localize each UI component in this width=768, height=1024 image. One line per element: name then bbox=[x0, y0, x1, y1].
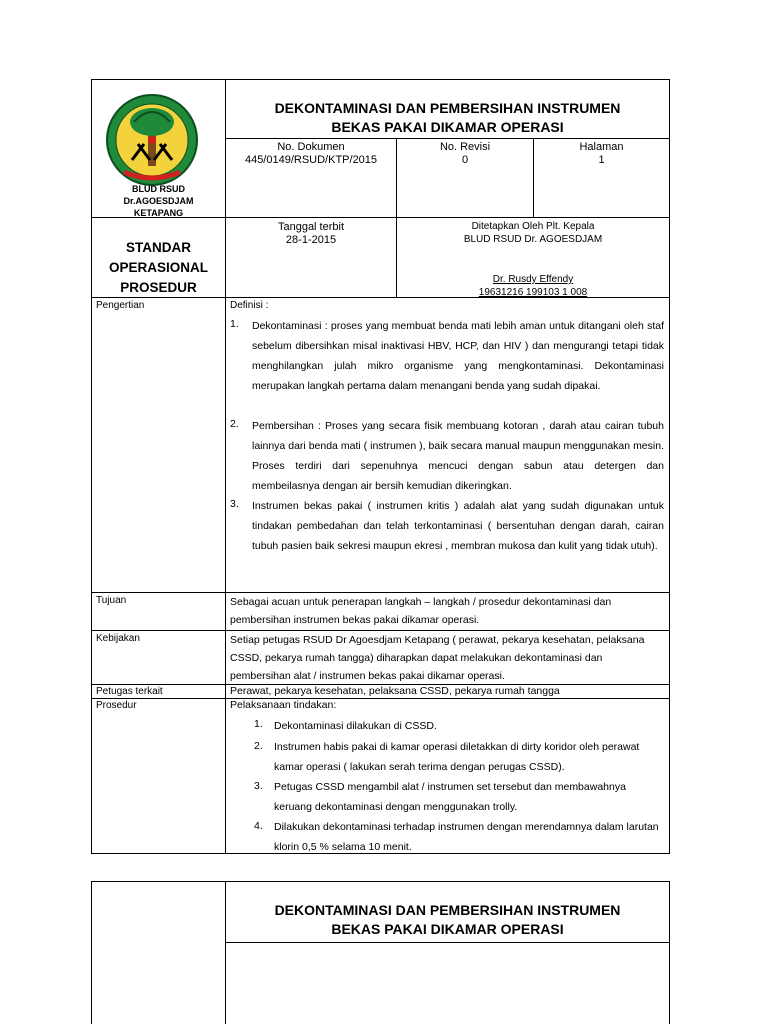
revision-label: No. Revisi bbox=[439, 141, 491, 153]
signer-name: Dr. Rusdy Effendy bbox=[492, 274, 574, 285]
issue-date-cell bbox=[226, 221, 396, 247]
pengertian-num-2: 2. bbox=[230, 418, 239, 430]
prosedur-num-3: 3. bbox=[254, 780, 263, 792]
row-label-prosedur: Prosedur bbox=[96, 700, 137, 711]
org-line-1: BLUD RSUD bbox=[132, 184, 185, 194]
table-border-top bbox=[91, 79, 670, 80]
page2-document-title bbox=[226, 901, 669, 939]
pengertian-num-3: 3. bbox=[230, 498, 239, 510]
page2-border-left bbox=[91, 881, 92, 1024]
pengertian-item-2: Pembersihan : Proses yang secara fisik membuang kotoran , darah atau cairan tubuh lainnya dari benda mati ( instrumen ), baik secara manual maupun menggunakan mesin. Proses terdiri dari sepenuhnya mencuci dengan sabun atau detergen dan membeilasnya dengan air bersih kemudian dikeringkan. bbox=[252, 420, 664, 492]
tujuan-text: Sebagai acuan untuk penerapan langkah – langkah / prosedur dekontaminasi dan pembersihan instrumen bekas pakai dikamar operasi. bbox=[230, 596, 612, 626]
header-divider-title bbox=[225, 138, 670, 139]
approved-by-line-1: Ditetapkan Oleh Plt. Kepala bbox=[471, 221, 595, 232]
org-name bbox=[92, 183, 225, 219]
page-label: Halaman bbox=[579, 141, 624, 153]
org-line-2: Dr.AGOESDJAM bbox=[123, 196, 194, 206]
doc-number-label: No. Dokumen bbox=[277, 141, 345, 153]
page-value: 1 bbox=[598, 154, 605, 166]
org-line-3: KETAPANG bbox=[133, 208, 184, 218]
signer-nip: 19631216 199103 1 008 bbox=[478, 287, 588, 298]
sop-title-line-1: STANDAR bbox=[126, 240, 191, 255]
logo-emblem-icon bbox=[104, 92, 200, 188]
column-divider bbox=[225, 79, 226, 854]
sop-title-line-3: PROSEDUR bbox=[120, 280, 197, 295]
doc-number-value: 445/0149/RSUD/KTP/2015 bbox=[244, 154, 378, 166]
document-title bbox=[226, 99, 669, 137]
page2-title-line-2: BEKAS PAKAI DIKAMAR OPERASI bbox=[331, 921, 564, 937]
prosedur-num-2: 2. bbox=[254, 740, 263, 752]
prosedur-item-1: Dekontaminasi dilakukan di CSSD. bbox=[274, 720, 437, 732]
row-label-kebijakan: Kebijakan bbox=[96, 633, 140, 644]
prosedur-num-1: 1. bbox=[254, 718, 263, 730]
sop-title bbox=[92, 238, 225, 298]
row-label-petugas: Petugas terkait bbox=[96, 686, 163, 697]
pengertian-item-1: Dekontaminasi : proses yang membuat benda mati lebih aman untuk ditangani oleh staf sebelum dibersihkan misal inaktivasi HBV, HCP, dan HIV ) dan mengurangi tetapi tidak menghilangkan julah mikro organisme yang mengkontaminasi. Dekontaminasi merupakan langkah pertama dalam menangani benda yang sudah dipakai. bbox=[252, 320, 664, 392]
kebijakan-text: Setiap petugas RSUD Dr Agoesdjam Ketapang ( perawat, pekarya kesehatan, pelaksana CSSD, pekarya rumah tangga) diharapkan dapat melakukan dekontaminasi dan pembersihan alat / instrumen bekas pakai dikamar operasi. bbox=[230, 634, 645, 682]
approved-by-line-2: BLUD RSUD Dr. AGOESDJAM bbox=[463, 234, 603, 245]
title-line-2: BEKAS PAKAI DIKAMAR OPERASI bbox=[331, 119, 564, 135]
page2-border-top bbox=[91, 881, 670, 882]
petugas-text: Perawat, pekarya kesehatan, pelaksana CSSD, pekarya rumah tangga bbox=[230, 685, 560, 697]
pengertian-intro: Definisi : bbox=[230, 300, 269, 311]
pengertian-item-3: Instrumen bekas pakai ( instrumen kritis ) adalah alat yang sudah digunakan untuk tindakan pembedahan dan telah terkontaminasi ( bersentuhan dengan darah, cairan tubuh pasien baik sekresi maupun ekresi , membran mukosa dan kulit yang tidak utuh). bbox=[252, 500, 664, 552]
doc-number-cell bbox=[226, 141, 396, 167]
issue-date-value: 28-1-2015 bbox=[285, 234, 337, 246]
title-line-1: DEKONTAMINASI DAN PEMBERSIHAN INSTRUMEN bbox=[274, 100, 621, 116]
row-divider-prosedur bbox=[91, 698, 670, 699]
revision-value: 0 bbox=[461, 154, 469, 166]
page2-header-divider bbox=[225, 942, 670, 943]
prosedur-item-3: Petugas CSSD mengambil alat / instrumen set tersebut dan membawahnya keruang dekontaminasi dengan menggunakan trolly. bbox=[274, 781, 626, 813]
row-label-pengertian: Pengertian bbox=[96, 300, 145, 311]
prosedur-num-4: 4. bbox=[254, 820, 263, 832]
prosedur-item-4: Dilakukan dekontaminasi terhadap instrumen dengan merendamnya dalam larutan klorin 0,5 % selama 10 menit. bbox=[274, 821, 659, 853]
prosedur-item-2: Instrumen habis pakai di kamar operasi diletakkan di dirty koridor oleh perawat kamar operasi ( lakukan serah terima dengan perugas CSSD). bbox=[274, 741, 640, 773]
row-label-tujuan: Tujuan bbox=[96, 595, 127, 606]
pengertian-num-1: 1. bbox=[230, 318, 239, 330]
sop-title-line-2: OPERASIONAL bbox=[108, 260, 208, 275]
page2-border-right bbox=[669, 881, 670, 1024]
signer-block bbox=[397, 273, 669, 299]
table-border-right bbox=[669, 79, 670, 854]
page-cell bbox=[534, 141, 669, 167]
hospital-logo bbox=[104, 92, 200, 188]
approval-cell bbox=[397, 220, 669, 246]
issue-date-label: Tanggal terbit bbox=[277, 221, 345, 233]
revision-cell bbox=[397, 141, 533, 167]
prosedur-intro: Pelaksanaan tindakan: bbox=[230, 699, 337, 711]
page2-title-line-1: DEKONTAMINASI DAN PEMBERSIHAN INSTRUMEN bbox=[274, 902, 621, 918]
